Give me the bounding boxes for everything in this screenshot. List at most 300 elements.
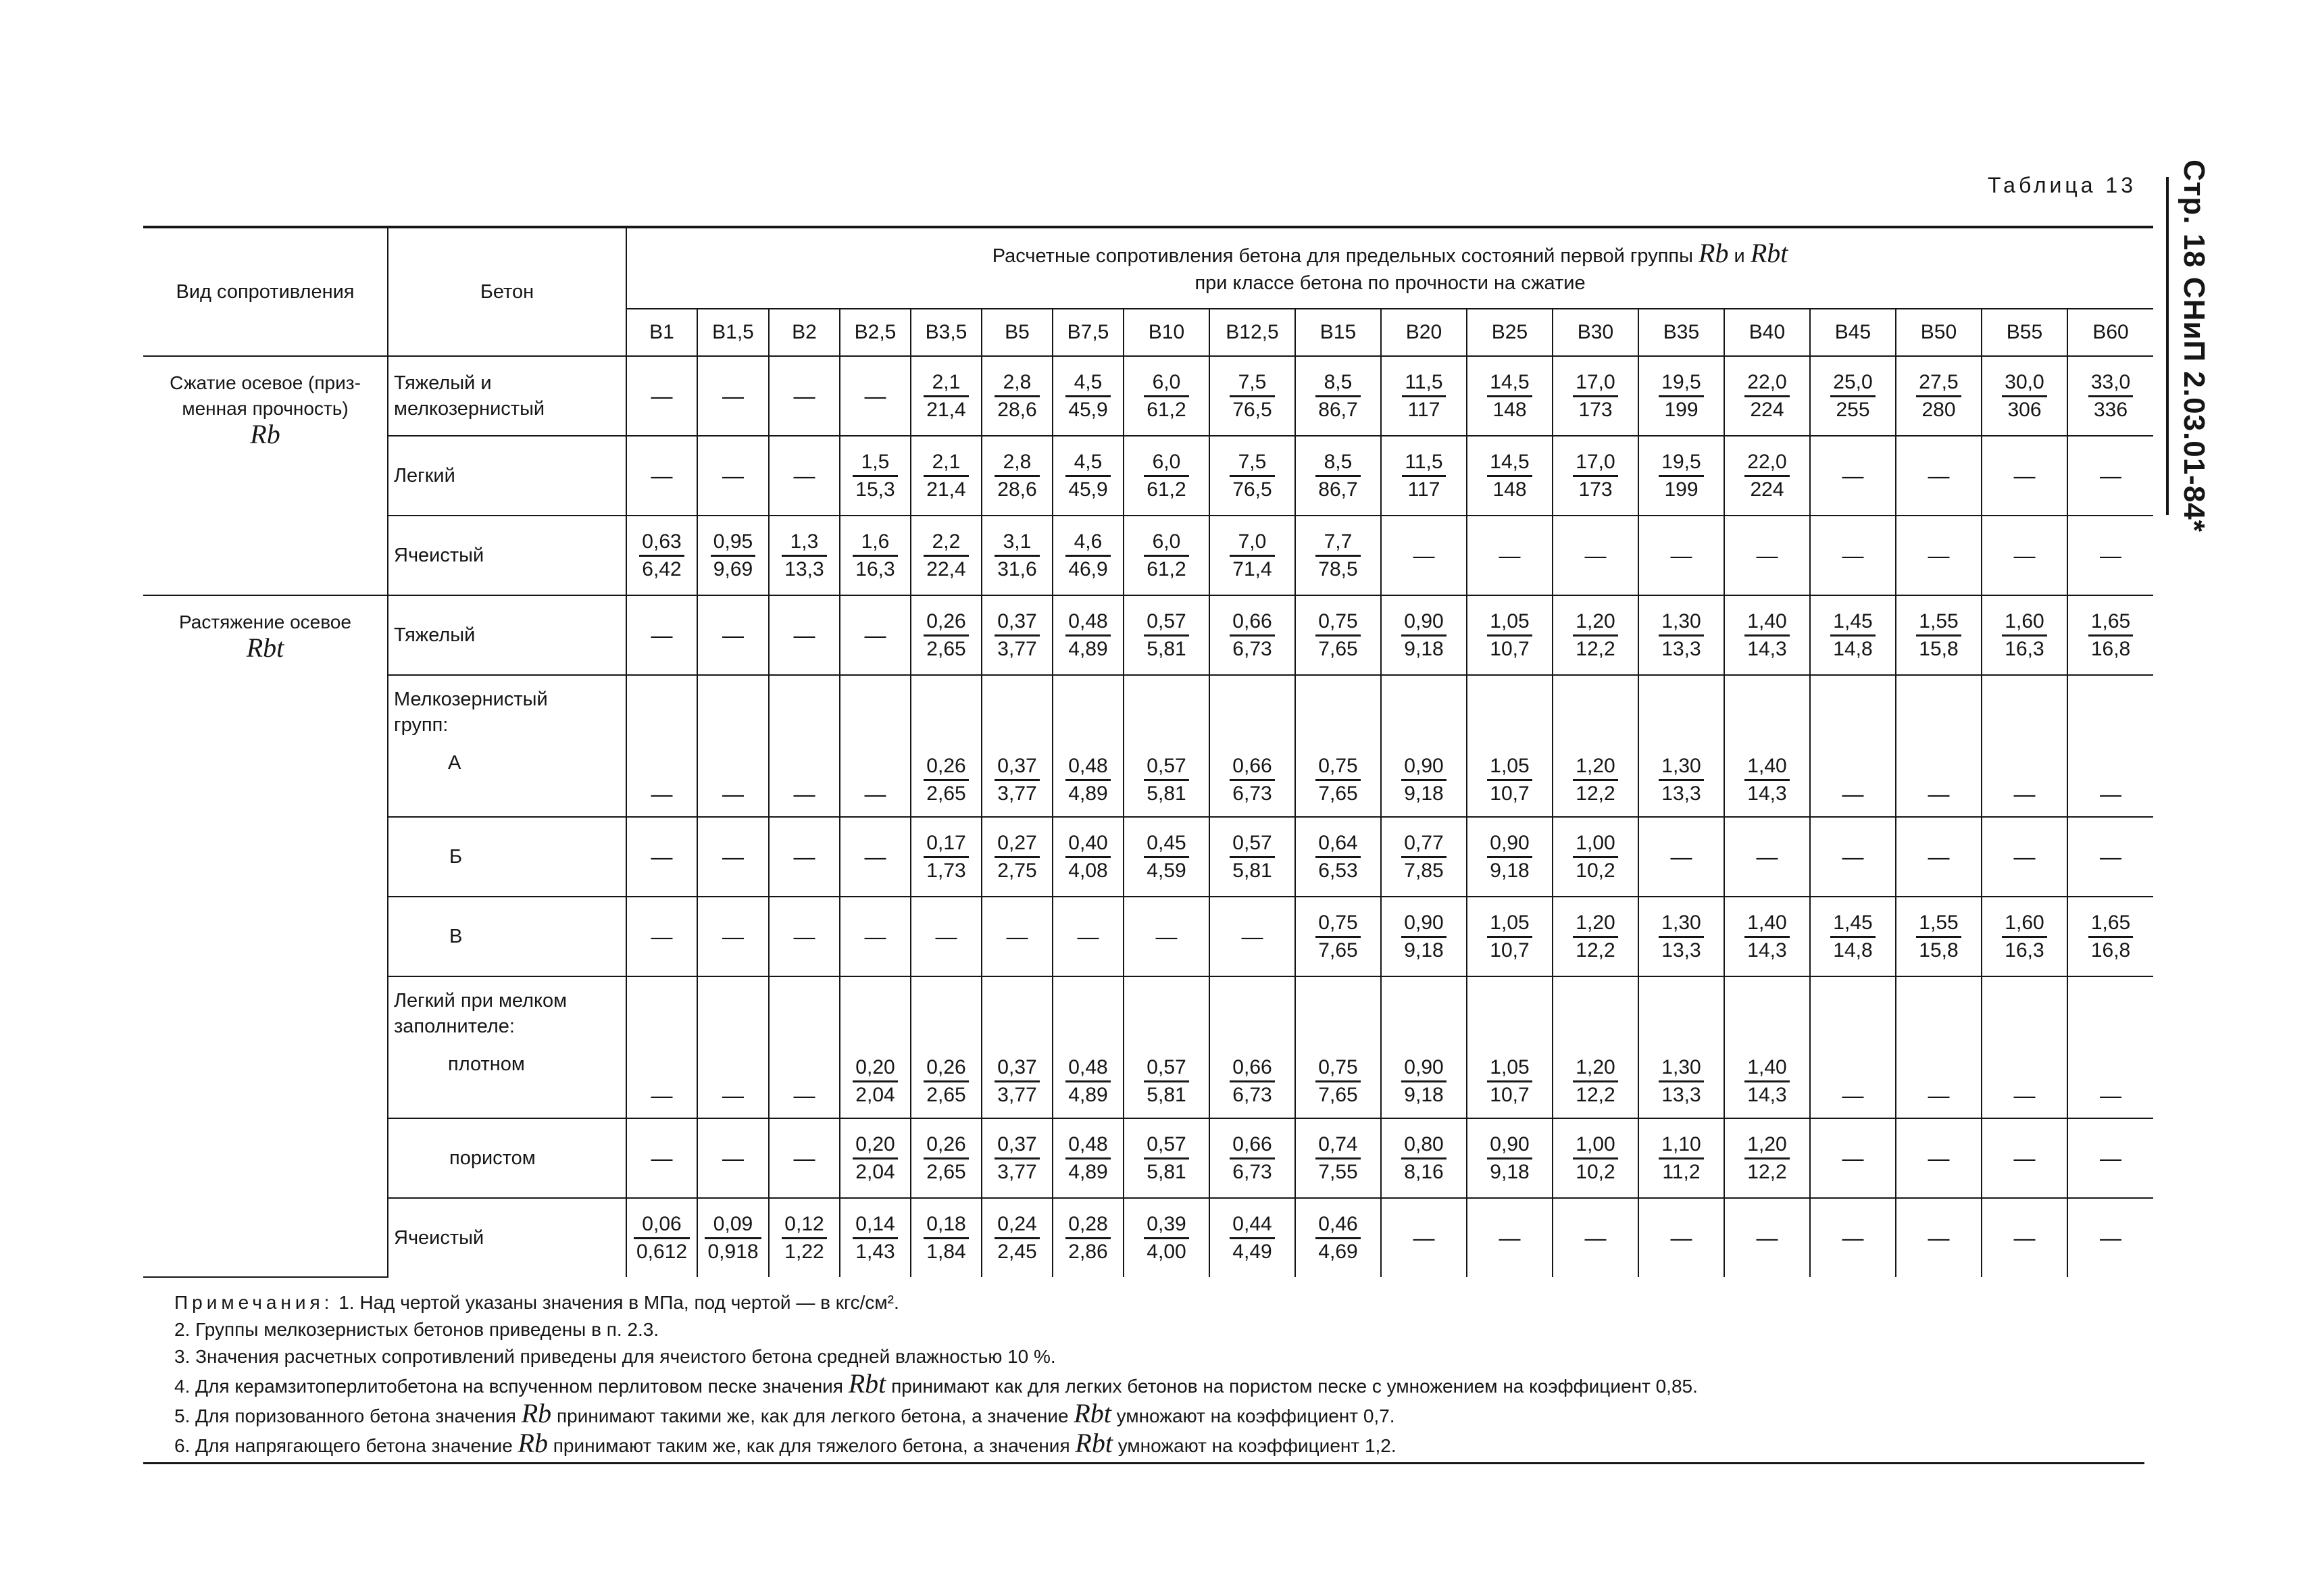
value-mpa: 1,65 (2088, 910, 2133, 938)
value-cell (697, 436, 769, 516)
value-kgf: 3,77 (997, 1160, 1037, 1183)
value-dash: — (1842, 543, 1864, 568)
value-fraction (1144, 1132, 1188, 1185)
value-dash: — (1670, 1225, 1692, 1250)
value-cell (1724, 1118, 1810, 1198)
value-cell (1896, 817, 1982, 897)
value-kgf: 5,81 (1147, 782, 1186, 805)
value-kgf: 13,3 (1661, 637, 1701, 660)
concrete-type-cell (388, 516, 626, 595)
note-5 (174, 1400, 2134, 1430)
value-mpa: 0,90 (1487, 1132, 1532, 1159)
value-kgf: 10,2 (1576, 859, 1615, 882)
value-mpa: 17,0 (1573, 370, 1617, 397)
value-fraction (1487, 370, 1532, 423)
value-cell (1638, 897, 1724, 976)
class-header: В5 (982, 309, 1053, 356)
value-fraction (1065, 830, 1110, 884)
value-mpa: 1,20 (1744, 1132, 1789, 1159)
concrete-type-label: Легкий при мелком (394, 990, 568, 1012)
value-dash: — (2013, 1083, 2036, 1107)
value-cell (626, 897, 697, 976)
value-mpa: 1,5 (853, 449, 897, 477)
value-kgf: 5,81 (1147, 1084, 1186, 1106)
value-dash: — (1842, 1083, 1864, 1107)
value-cell (1124, 1118, 1209, 1198)
value-cell (1295, 356, 1381, 436)
value-fraction (1401, 1132, 1446, 1185)
value-fraction (1144, 529, 1188, 582)
value-mpa: 0,66 (1230, 1055, 1274, 1082)
value-fraction (1401, 609, 1446, 662)
value-dash: — (793, 1145, 815, 1170)
concrete-subtype-label: пористом (449, 1147, 536, 1169)
value-kgf: 46,9 (1068, 557, 1108, 580)
value-mpa: 3,1 (995, 529, 1039, 557)
value-cell (1209, 1118, 1295, 1198)
value-cell (1209, 1198, 1295, 1277)
value-dash: — (2100, 782, 2122, 806)
value-kgf: 6,73 (1232, 637, 1272, 660)
value-fraction (1315, 910, 1360, 964)
side-rule (2166, 177, 2169, 515)
value-kgf: 7,65 (1318, 782, 1358, 805)
value-dash: — (1842, 463, 1864, 488)
value-dash: — (864, 924, 886, 949)
value-cell (1982, 356, 2067, 436)
value-cell (1381, 356, 1467, 436)
value-cell (982, 1118, 1053, 1198)
concrete-type-cell (388, 436, 626, 516)
value-kgf: 12,2 (1576, 939, 1615, 962)
value-mpa: 0,26 (924, 1055, 968, 1082)
value-dash: — (1670, 543, 1692, 568)
value-mpa: 1,10 (1659, 1132, 1703, 1159)
value-kgf: 61,2 (1147, 478, 1186, 501)
value-kgf: 10,7 (1490, 637, 1530, 660)
value-fraction (1401, 753, 1446, 807)
value-fraction (1916, 910, 1961, 964)
value-mpa: 1,40 (1744, 609, 1789, 637)
value-cell (697, 675, 769, 817)
value-fraction (1065, 753, 1110, 807)
value-cell (1638, 817, 1724, 897)
value-cell (1295, 817, 1381, 897)
value-dash: — (1155, 924, 1178, 949)
value-cell (1124, 976, 1209, 1118)
value-kgf: 15,8 (1919, 939, 1959, 962)
value-fraction (1573, 1132, 1617, 1185)
value-kgf: 255 (1836, 398, 1870, 421)
value-cell (1124, 516, 1209, 595)
value-cell (2067, 595, 2153, 675)
value-kgf: 10,2 (1576, 1160, 1615, 1183)
value-fraction (1230, 449, 1274, 503)
concrete-type-cell (388, 675, 626, 817)
value-kgf: 15,8 (1919, 637, 1959, 660)
value-dash: — (1928, 844, 1950, 869)
value-kgf: 4,89 (1068, 637, 1108, 660)
value-cell (1810, 595, 1896, 675)
value-cell (1053, 516, 1124, 595)
value-mpa: 1,40 (1744, 753, 1789, 781)
value-mpa: 0,74 (1315, 1132, 1360, 1159)
value-dash: — (864, 383, 886, 408)
value-dash: — (2100, 1145, 2122, 1170)
value-cell (626, 356, 697, 436)
value-mpa: 1,55 (1916, 609, 1961, 637)
value-mpa: 0,75 (1315, 910, 1360, 938)
value-mpa: 27,5 (1916, 370, 1961, 397)
value-mpa: 0,90 (1401, 753, 1446, 781)
value-fraction (1573, 1055, 1617, 1108)
main-header-and: и (1734, 245, 1745, 267)
value-mpa: 22,0 (1744, 370, 1789, 397)
value-cell (1638, 976, 1724, 1118)
value-cell (1553, 595, 1638, 675)
value-dash: — (1842, 1225, 1864, 1250)
class-header: В30 (1553, 309, 1638, 356)
value-fraction (995, 830, 1039, 884)
value-kgf: 173 (1578, 398, 1613, 421)
value-fraction (1487, 1055, 1532, 1108)
value-dash: — (722, 924, 744, 949)
value-mpa: 1,05 (1487, 753, 1532, 781)
bottom-rule (143, 1462, 2144, 1464)
value-cell (1553, 897, 1638, 976)
value-fraction (2002, 609, 2046, 662)
value-kgf: 12,2 (1576, 637, 1615, 660)
value-cell (1295, 1198, 1381, 1277)
value-fraction (2088, 609, 2133, 662)
value-mpa: 0,37 (995, 1055, 1039, 1082)
value-fraction (853, 529, 897, 582)
value-cell (697, 897, 769, 976)
value-cell (1982, 976, 2067, 1118)
value-mpa: 1,05 (1487, 1055, 1532, 1082)
note-5-rb-symbol: Rb (521, 1398, 552, 1428)
value-cell (1467, 817, 1553, 897)
value-fraction (924, 609, 968, 662)
value-mpa: 1,60 (2002, 910, 2046, 938)
value-kgf: 61,2 (1147, 557, 1186, 580)
note-2: 2. Группы мелкозернистых бетонов приведены в п. 2.3. (174, 1319, 659, 1340)
value-cell (1295, 516, 1381, 595)
value-cell (697, 1198, 769, 1277)
value-kgf: 2,65 (926, 1084, 966, 1106)
value-cell (2067, 897, 2153, 976)
value-mpa: 0,45 (1144, 830, 1188, 858)
value-mpa: 1,40 (1744, 1055, 1789, 1082)
value-fraction (1315, 1212, 1360, 1265)
value-mpa: 0,37 (995, 609, 1039, 637)
value-fraction (1659, 370, 1703, 423)
value-cell (1381, 595, 1467, 675)
value-mpa: 0,75 (1315, 753, 1360, 781)
value-cell (1724, 897, 1810, 976)
value-kgf: 224 (1750, 478, 1784, 501)
value-kgf: 173 (1578, 478, 1613, 501)
value-mpa: 1,30 (1659, 753, 1703, 781)
value-mpa: 8,5 (1315, 370, 1360, 397)
value-cell (1724, 1198, 1810, 1277)
value-mpa: 6,0 (1144, 529, 1188, 557)
value-mpa: 7,5 (1230, 449, 1274, 477)
value-fraction (1401, 910, 1446, 964)
value-dash: — (1842, 782, 1864, 806)
note-1-text: 1. Над чертой указаны значения в МПа, под чертой — в кгс/см². (338, 1292, 899, 1313)
value-mpa: 4,5 (1065, 370, 1110, 397)
value-kgf: 16,8 (2090, 637, 2131, 660)
value-dash: — (2100, 844, 2122, 869)
value-kgf: 1,43 (855, 1240, 895, 1263)
value-cell (769, 356, 840, 436)
value-mpa: 0,48 (1065, 1055, 1110, 1082)
value-fraction (853, 449, 897, 503)
value-cell (840, 595, 911, 675)
value-kgf: 1,73 (926, 859, 966, 882)
value-cell (626, 595, 697, 675)
value-dash: — (1756, 543, 1778, 568)
value-fraction (924, 370, 968, 423)
value-cell (982, 817, 1053, 897)
value-kgf: 14,3 (1747, 1084, 1787, 1106)
value-fraction (1659, 1055, 1703, 1108)
value-cell (1209, 356, 1295, 436)
value-kgf: 2,04 (855, 1160, 895, 1183)
value-mpa: 0,09 (705, 1212, 761, 1239)
value-cell (1810, 1198, 1896, 1277)
value-fraction (1065, 1055, 1110, 1108)
class-header: В20 (1381, 309, 1467, 356)
value-cell (1467, 675, 1553, 817)
value-fraction (1315, 529, 1360, 582)
value-mpa: 1,65 (2088, 609, 2133, 637)
value-cell (2067, 675, 2153, 817)
value-cell (1896, 897, 1982, 976)
value-kgf: 28,6 (997, 478, 1037, 501)
value-fraction (1744, 1132, 1789, 1185)
value-fraction (1487, 753, 1532, 807)
resistance-type-cell (143, 356, 388, 595)
value-fraction (1744, 910, 1789, 964)
class-header: В3,5 (911, 309, 982, 356)
value-kgf: 2,65 (926, 637, 966, 660)
value-fraction (1315, 609, 1360, 662)
value-dash: — (1928, 543, 1950, 568)
value-cell (1124, 356, 1209, 436)
value-dash: — (2013, 463, 2036, 488)
value-fraction (924, 1212, 968, 1265)
value-cell (1810, 436, 1896, 516)
value-mpa: 0,26 (924, 753, 968, 781)
value-mpa: 0,26 (924, 609, 968, 637)
value-fraction (705, 1212, 761, 1265)
value-cell (1467, 976, 1553, 1118)
value-cell (911, 595, 982, 675)
value-cell (1638, 1198, 1724, 1277)
note-3: 3. Значения расчетных сопротивлений приведены для ячеистого бетона средней влажностью 10 %. (174, 1346, 1056, 1367)
value-cell (1209, 897, 1295, 976)
value-kgf: 7,65 (1318, 1084, 1358, 1106)
value-cell (1724, 516, 1810, 595)
value-cell (1381, 817, 1467, 897)
value-cell (1124, 595, 1209, 675)
class-header: В12,5 (1209, 309, 1295, 356)
concrete-type-cell (388, 976, 626, 1118)
value-cell (2067, 1118, 2153, 1198)
value-dash: — (1584, 1225, 1607, 1250)
value-cell (982, 976, 1053, 1118)
table-row (143, 436, 2153, 516)
value-fraction (853, 1132, 897, 1185)
value-kgf: 12,2 (1576, 1084, 1615, 1106)
value-cell (840, 1118, 911, 1198)
table-row (143, 1198, 2153, 1277)
value-mpa: 1,05 (1487, 609, 1532, 637)
value-cell (1209, 976, 1295, 1118)
value-mpa: 0,18 (924, 1212, 968, 1239)
value-cell (2067, 436, 2153, 516)
value-fraction (1315, 1132, 1360, 1185)
value-cell (1810, 976, 1896, 1118)
value-mpa: 0,80 (1401, 1132, 1446, 1159)
value-mpa: 0,20 (853, 1132, 897, 1159)
col-header-main (626, 227, 2153, 309)
class-header: В2 (769, 309, 840, 356)
value-kgf: 9,18 (1490, 1160, 1530, 1183)
value-dash: — (651, 1145, 673, 1170)
value-kgf: 28,6 (997, 398, 1037, 421)
value-mpa: 0,20 (853, 1055, 897, 1082)
value-dash: — (864, 844, 886, 869)
value-cell (1053, 436, 1124, 516)
value-fraction (1744, 449, 1789, 503)
value-kgf: 71,4 (1232, 557, 1272, 580)
value-fraction (924, 753, 968, 807)
value-mpa: 25,0 (1830, 370, 1875, 397)
value-cell (1295, 897, 1381, 976)
class-header: В60 (2067, 309, 2153, 356)
value-fraction (1744, 753, 1789, 807)
value-cell (1381, 976, 1467, 1118)
value-cell (1553, 675, 1638, 817)
value-cell (1896, 675, 1982, 817)
value-dash: — (1928, 463, 1950, 488)
value-mpa: 1,30 (1659, 609, 1703, 637)
value-fraction (1916, 370, 1961, 423)
value-cell (982, 675, 1053, 817)
value-mpa: 0,14 (853, 1212, 897, 1239)
value-fraction (1487, 830, 1532, 884)
value-mpa: 0,57 (1144, 753, 1188, 781)
value-dash: — (722, 1083, 744, 1107)
value-cell (1053, 1118, 1124, 1198)
value-dash: — (793, 463, 815, 488)
value-fraction (1230, 1132, 1274, 1185)
table-row (143, 897, 2153, 976)
value-cell (1053, 356, 1124, 436)
value-kgf: 4,89 (1068, 1160, 1108, 1183)
value-mpa: 7,7 (1315, 529, 1360, 557)
value-cell (1467, 595, 1553, 675)
value-cell (697, 817, 769, 897)
value-cell (1053, 817, 1124, 897)
value-cell (1553, 1118, 1638, 1198)
note-4-part-a: 4. Для керамзитоперлитобетона на вспученном перлитовом песке значения (174, 1376, 843, 1397)
value-kgf: 1,22 (784, 1240, 824, 1263)
value-cell (840, 675, 911, 817)
value-cell (1124, 675, 1209, 817)
note-1 (174, 1289, 2134, 1316)
value-kgf: 4,69 (1318, 1240, 1358, 1263)
value-cell (1982, 516, 2067, 595)
concrete-type-cell (388, 1118, 626, 1198)
value-kgf: 12,2 (1576, 782, 1615, 805)
value-dash: — (1241, 924, 1263, 949)
value-fraction (1230, 1055, 1274, 1108)
value-cell (1381, 675, 1467, 817)
value-mpa: 7,0 (1230, 529, 1274, 557)
value-dash: — (793, 782, 815, 806)
value-dash: — (651, 622, 673, 647)
value-mpa: 0,48 (1065, 753, 1110, 781)
value-fraction (1402, 370, 1445, 423)
value-fraction (1144, 1055, 1188, 1108)
value-mpa: 0,46 (1315, 1212, 1360, 1239)
class-header: В25 (1467, 309, 1553, 356)
value-mpa: 0,75 (1315, 1055, 1360, 1082)
value-cell (1724, 976, 1810, 1118)
value-mpa: 19,5 (1659, 449, 1703, 477)
value-dash: — (1413, 543, 1435, 568)
value-cell (1295, 595, 1381, 675)
value-fraction (1401, 1055, 1446, 1108)
value-kgf: 21,4 (926, 478, 966, 501)
value-fraction (1144, 1212, 1188, 1265)
value-kgf: 9,18 (1404, 939, 1444, 962)
value-mpa: 14,5 (1487, 370, 1532, 397)
value-mpa: 0,48 (1065, 609, 1110, 637)
value-cell (1295, 436, 1381, 516)
value-mpa: 1,3 (782, 529, 826, 557)
value-cell (1053, 1198, 1124, 1277)
value-cell (1982, 1118, 2067, 1198)
value-cell (840, 356, 911, 436)
value-kgf: 148 (1492, 478, 1527, 501)
value-fraction (1573, 753, 1617, 807)
value-cell (1982, 897, 2067, 976)
value-cell (1467, 516, 1553, 595)
value-kgf: 6,73 (1232, 1084, 1272, 1106)
value-kgf: 16,8 (2090, 939, 2131, 962)
class-header: В15 (1295, 309, 1381, 356)
value-mpa: 0,64 (1315, 830, 1360, 858)
value-mpa: 6,0 (1144, 370, 1188, 397)
value-cell (1209, 595, 1295, 675)
table-container (143, 226, 2144, 1278)
value-dash: — (1842, 1145, 1864, 1170)
class-header: В40 (1724, 309, 1810, 356)
value-fraction (995, 753, 1039, 807)
value-mpa: 14,5 (1487, 449, 1532, 477)
note-6 (174, 1430, 2134, 1460)
value-dash: — (1413, 1225, 1435, 1250)
value-cell (769, 595, 840, 675)
value-mpa: 4,6 (1065, 529, 1110, 557)
concrete-type-cell (388, 817, 626, 897)
value-cell (1467, 897, 1553, 976)
